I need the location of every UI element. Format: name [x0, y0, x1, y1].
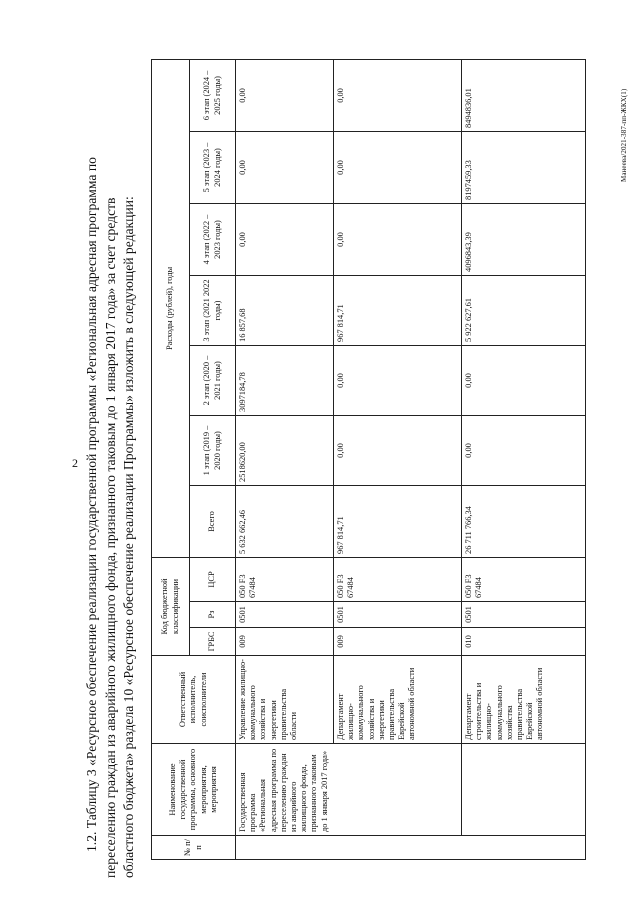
- stage6-cell: 0,00: [334, 59, 462, 131]
- header-rz: Рз: [190, 602, 236, 628]
- stage1-cell: 2518620,00: [236, 415, 334, 485]
- header-stage-3: 3 этап (2021 2022 годы): [190, 275, 236, 345]
- header-stage-1: 1 этап (2019 – 2020 годы): [190, 415, 236, 485]
- stage4-cell: 0,00: [334, 203, 462, 275]
- section-heading: [83, 56, 139, 878]
- resource-table: [151, 59, 586, 860]
- stage4-cell: 4096843,39: [462, 203, 586, 275]
- grbs-cell: 009: [236, 628, 334, 656]
- executor-cell: Департамент жилищно-коммунального хозяйства и энергетики правительства Еврейской автономной области: [334, 656, 462, 744]
- total-cell: 967 814,71: [334, 485, 462, 557]
- total-cell: 26 711 766,34: [462, 485, 586, 557]
- program-name: Государственная программа «Региональная адресная программа по переселению граждан из аварийного жилищного фонда, признанного таковым до 1 января 2017 года»: [236, 744, 462, 836]
- stage3-cell: 967 814,71: [334, 275, 462, 345]
- header-num: № п/п: [152, 836, 236, 860]
- stage5-cell: 8197459,33: [462, 131, 586, 203]
- stage1-cell: 0,00: [334, 415, 462, 485]
- csr-cell: 050 F3 67484: [236, 557, 334, 601]
- stage1-cell: 0,00: [462, 415, 586, 485]
- page-number: 2: [72, 456, 78, 470]
- stage2-cell: 3097184,78: [236, 345, 334, 415]
- header-expenses: Расходы (рублей), годы: [152, 59, 190, 557]
- stage6-cell: 8494836,01: [462, 59, 586, 131]
- stage3-cell: 16 857,68: [236, 275, 334, 345]
- header-stage-4: 4 этап (2022 – 2023 годы): [190, 203, 236, 275]
- footer-code: Манеева/2021-387-пп-ЖКХ(1): [620, 88, 628, 182]
- total-cell: 5 632 662,46: [236, 485, 334, 557]
- header-name: Наименование государственной программы, основного мероприятия, мероприятия: [152, 744, 236, 836]
- header-executor: Ответственный исполнитель, соисполнители: [152, 656, 236, 744]
- stage5-cell: 0,00: [334, 131, 462, 203]
- header-stage-6: 6 этап (2024 – 2025 годы): [190, 59, 236, 131]
- heading-line-3: областного бюджета» раздела 10 «Ресурсное обеспечение реализации Программы» изложить в следующей редакции:: [121, 196, 136, 878]
- table-row: [462, 59, 586, 859]
- header-budget-code: Код бюджетной классификации: [152, 557, 190, 655]
- header-stage-5: 5 этап (2023 – 2024 годы): [190, 131, 236, 203]
- stage2-cell: 0,00: [462, 345, 586, 415]
- heading-line-1: 1.2. Таблицу 3 «Ресурсное обеспечение реализации государственной программы «Региональная адресная программа по: [84, 157, 99, 852]
- table-row: [334, 59, 462, 859]
- grbs-cell: 009: [334, 628, 462, 656]
- heading-line-2: переселению граждан из аварийного жилищного фонда, признанного таковым до 1 января 2017 года» за счет средств: [102, 197, 118, 878]
- table-row: [236, 59, 334, 859]
- rotated-page-content: [83, 32, 608, 902]
- stage6-cell: 0,00: [236, 59, 334, 131]
- stage3-cell: 5 922 627,61: [462, 275, 586, 345]
- row-number: [236, 836, 586, 860]
- executor-cell: Департамент строительства и жилищно-коммунального хозяйства правительства Еврейской автономной области: [462, 656, 586, 744]
- header-csr: ЦСР: [190, 557, 236, 601]
- stage4-cell: 0,00: [236, 203, 334, 275]
- stage2-cell: 0,00: [334, 345, 462, 415]
- program-name-continued: [462, 744, 586, 836]
- rz-cell: 0501: [236, 602, 334, 628]
- executor-cell: Управление жилищно-коммунального хозяйства и энергетики правительства области: [236, 656, 334, 744]
- header-stage-2: 2 этап (2020 – 2021 годы): [190, 345, 236, 415]
- header-grbs: ГРБС: [190, 628, 236, 656]
- csr-cell: 050 F3 67484: [334, 557, 462, 601]
- stage5-cell: 0,00: [236, 131, 334, 203]
- grbs-cell: 010: [462, 628, 586, 656]
- rz-cell: 0501: [462, 602, 586, 628]
- header-total: Всего: [190, 485, 236, 557]
- header-row-1: [152, 59, 190, 859]
- csr-cell: 050 F3 67484: [462, 557, 586, 601]
- rz-cell: 0501: [334, 602, 462, 628]
